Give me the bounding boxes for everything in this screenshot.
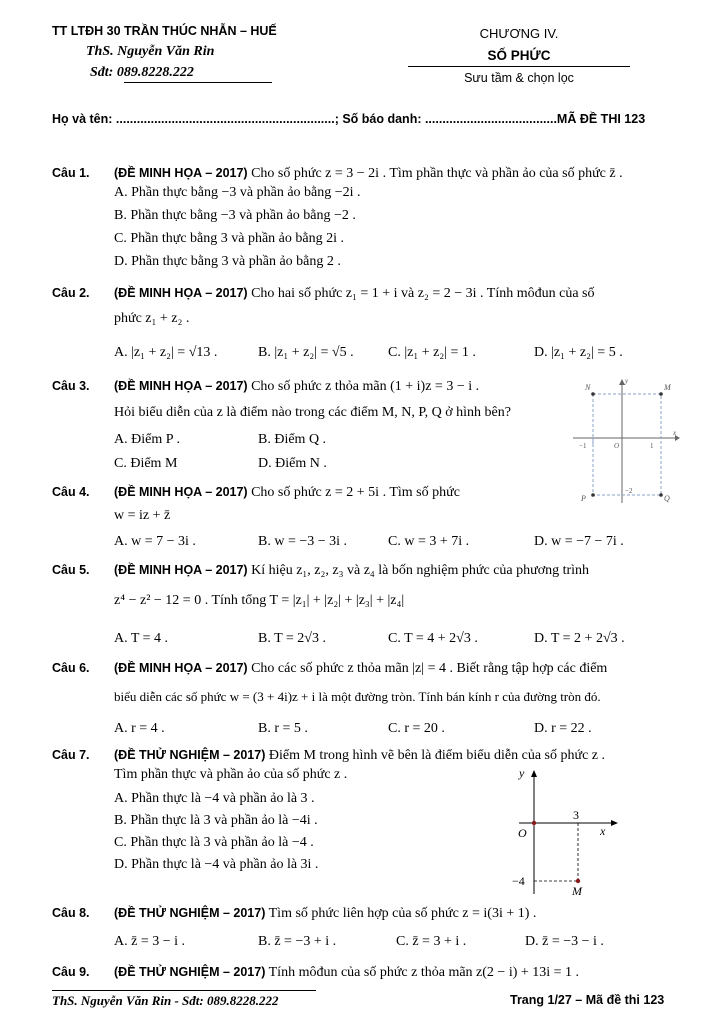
option-a[interactable]: A. Phần thực bằng −3 và phần ảo bằng −2i . [114, 185, 361, 200]
option-a[interactable]: A. T = 4 . [114, 631, 169, 646]
option-a[interactable]: A. w = 7 − 3i . [114, 534, 196, 549]
question-stem [114, 283, 692, 304]
option-b[interactable]: B. |z₁ + z₂| = √5 . [258, 345, 354, 360]
question-number: Câu 7. [52, 748, 90, 762]
question-number: Câu 2. [52, 286, 90, 300]
question-stem [114, 745, 692, 766]
question-source: (ĐỀ THỬ NGHIỆM – 2017) [114, 748, 266, 762]
student-info-line: Họ và tên: ...............................................................; Số báo danh: ......................................MÃ ĐỀ THI 123 [52, 112, 646, 126]
question-text: Điểm M trong hình vẽ bên là điểm biểu diễn của số phức z . [268, 748, 605, 763]
question-stem [114, 903, 692, 924]
option-b[interactable]: B. w = −3 − 3i . [258, 534, 348, 549]
teacher-name: ThS. Nguyễn Văn Rin [86, 44, 215, 59]
option-c[interactable]: C. T = 4 + 2√3 . [388, 631, 478, 646]
option-a[interactable]: A. Phần thực là −4 và phần ảo là 3 . [114, 791, 315, 806]
option-c[interactable]: C. z̄ = 3 + i . [396, 934, 467, 949]
label-y: y [519, 766, 525, 780]
option-c[interactable]: C. Phần thực bằng 3 và phần ảo bằng 2i . [114, 231, 344, 246]
label-y: y [625, 377, 629, 385]
label-one: 1 [650, 442, 654, 450]
question-text: Cho số phức z = 2 + 5i . Tìm số phức [251, 485, 460, 500]
question-text-continued: phức z₁ + z₂ . [114, 311, 190, 326]
question-stem [114, 560, 692, 581]
question-text-continued: z⁴ − z² − 12 = 0 . Tính tổng T = |z₁| + |z₂| + |z₃| + |z₄| [114, 593, 405, 608]
label-m: M [664, 383, 671, 392]
question-stem [114, 658, 692, 679]
option-b[interactable]: B. Phần thực bằng −3 và phần ảo bằng −2 . [114, 208, 356, 223]
question-text: Cho số phức z thỏa mãn (1 + i)z = 3 − i . [251, 379, 480, 394]
org-name: TT LTĐH 30 TRẦN THÚC NHẪN – HUẾ [52, 24, 277, 38]
question-stem [114, 482, 604, 503]
option-d[interactable]: D. T = 2 + 2√3 . [534, 631, 625, 646]
option-d[interactable]: D. Điểm N . [258, 456, 327, 471]
collect-note: Sưu tầm & chọn lọc [464, 71, 574, 85]
question-text-continued: w = iz + z̄ [114, 508, 171, 523]
question-text-continued: biểu diễn các số phức w = (3 + 4i)z + i là một đường tròn. Tính bán kính r của đường tròn đó. [114, 689, 601, 704]
question-text-continued: Hỏi biểu diễn của z là điểm nào trong các điểm M, N, P, Q ở hình bên? [114, 405, 511, 420]
label-o: O [614, 442, 620, 450]
question-source: (ĐỀ MINH HỌA – 2017) [114, 485, 248, 499]
question-source: (ĐỀ MINH HỌA – 2017) [114, 166, 248, 180]
question-number: Câu 6. [52, 661, 90, 675]
question-text: Kí hiệu z₁, z₂, z₃ và z₄ là bốn nghiệm phức của phương trình [251, 563, 590, 578]
option-c[interactable]: C. w = 3 + 7i . [388, 534, 470, 549]
point-m [659, 392, 663, 396]
label-o: O [518, 826, 527, 840]
option-a[interactable]: A. z̄ = 3 − i . [114, 934, 186, 949]
question-source: (ĐỀ MINH HỌA – 2017) [114, 661, 248, 675]
option-d[interactable]: D. Phần thực là −4 và phần ảo là 3i . [114, 857, 319, 872]
question-source: (ĐỀ THỬ NGHIỆM – 2017) [114, 906, 266, 920]
option-b[interactable]: B. Điểm Q . [258, 432, 327, 447]
option-a[interactable]: A. Điểm P . [114, 432, 180, 447]
question-number: Câu 8. [52, 906, 90, 920]
option-d[interactable]: D. Phần thực bằng 3 và phần ảo bằng 2 . [114, 254, 341, 269]
question-source: (ĐỀ THỬ NGHIỆM – 2017) [114, 965, 266, 979]
option-c[interactable]: C. Điểm M [114, 456, 178, 471]
footer-author: ThS. Nguyễn Văn Rin - Sđt: 089.8228.222 [52, 993, 279, 1008]
question-number: Câu 5. [52, 563, 90, 577]
y-arrow [531, 770, 537, 777]
option-d[interactable]: D. |z₁ + z₂| = 5 . [534, 345, 623, 360]
question-text: Tính môđun của số phức z thỏa mãn z(2 − i) + 13i = 1 . [268, 965, 580, 980]
origin-point [532, 821, 536, 825]
point-n [591, 392, 595, 396]
question-text: Tìm số phức liên hợp của số phức z = i(3i + 1) . [268, 906, 537, 921]
point-q [659, 493, 663, 497]
header-underline [124, 82, 272, 83]
header-left [52, 24, 322, 83]
option-b[interactable]: B. z̄ = −3 + i . [258, 934, 337, 949]
question-source: (ĐỀ MINH HỌA – 2017) [114, 286, 248, 300]
point-m [576, 879, 580, 883]
label-q: Q [664, 494, 670, 503]
option-b[interactable]: B. T = 2√3 . [258, 631, 326, 646]
label-minus-two: −2 [625, 487, 633, 495]
question-source: (ĐỀ MINH HỌA – 2017) [114, 379, 248, 393]
label-minus-one: −1 [579, 442, 587, 450]
question-number: Câu 4. [52, 485, 90, 499]
option-c[interactable]: C. |z₁ + z₂| = 1 . [388, 345, 476, 360]
question-source: (ĐỀ MINH HỌA – 2017) [114, 563, 248, 577]
question-text: Cho số phức z = 3 − 2i . Tìm phần thực và phần ảo của số phức z̄ . [251, 166, 623, 181]
label-minus-four: −4 [512, 874, 525, 888]
option-c[interactable]: C. r = 20 . [388, 721, 445, 736]
question-number: Câu 1. [52, 166, 90, 180]
question-text: Cho các số phức z thỏa mãn |z| = 4 . Biết rằng tập hợp các điểm [251, 661, 608, 676]
label-p: P [581, 494, 586, 503]
question-text-continued: Tìm phần thực và phần ảo của số phức z . [114, 767, 348, 782]
question-number: Câu 9. [52, 965, 90, 979]
question-stem [114, 962, 692, 983]
label-n: N [585, 383, 591, 392]
label-x: x [673, 429, 677, 437]
option-a[interactable]: A. r = 4 . [114, 721, 165, 736]
chapter-title: CHƯƠNG IV. [479, 26, 559, 41]
header-right [408, 26, 630, 85]
label-m: M [572, 884, 582, 898]
question-stem [114, 163, 692, 184]
label-three: 3 [573, 808, 579, 822]
question-number: Câu 3. [52, 379, 90, 393]
x-arrow [611, 820, 618, 826]
subject-title: SỐ PHỨC [408, 48, 630, 67]
footer-rule [52, 990, 316, 991]
footer-page-number: Trang 1/27 – Mã đề thi 123 [510, 993, 665, 1007]
option-a[interactable]: A. |z₁ + z₂| = √13 . [114, 345, 218, 360]
option-d[interactable]: D. w = −7 − 7i . [534, 534, 624, 549]
option-b[interactable]: B. r = 5 . [258, 721, 308, 736]
option-d[interactable]: D. r = 22 . [534, 721, 592, 736]
teacher-phone: Sđt: 089.8228.222 [90, 65, 194, 80]
question-text: Cho hai số phức z₁ = 1 + i và z₂ = 2 − 3i . Tính môđun của số [251, 286, 595, 301]
option-c[interactable]: C. Phần thực là 3 và phần ảo là −4 . [114, 835, 314, 850]
option-b[interactable]: B. Phần thực là 3 và phần ảo là −4i . [114, 813, 318, 828]
q7-figure [505, 766, 625, 898]
option-d[interactable]: D. z̄ = −3 − i . [525, 934, 604, 949]
label-x: x [600, 824, 606, 838]
